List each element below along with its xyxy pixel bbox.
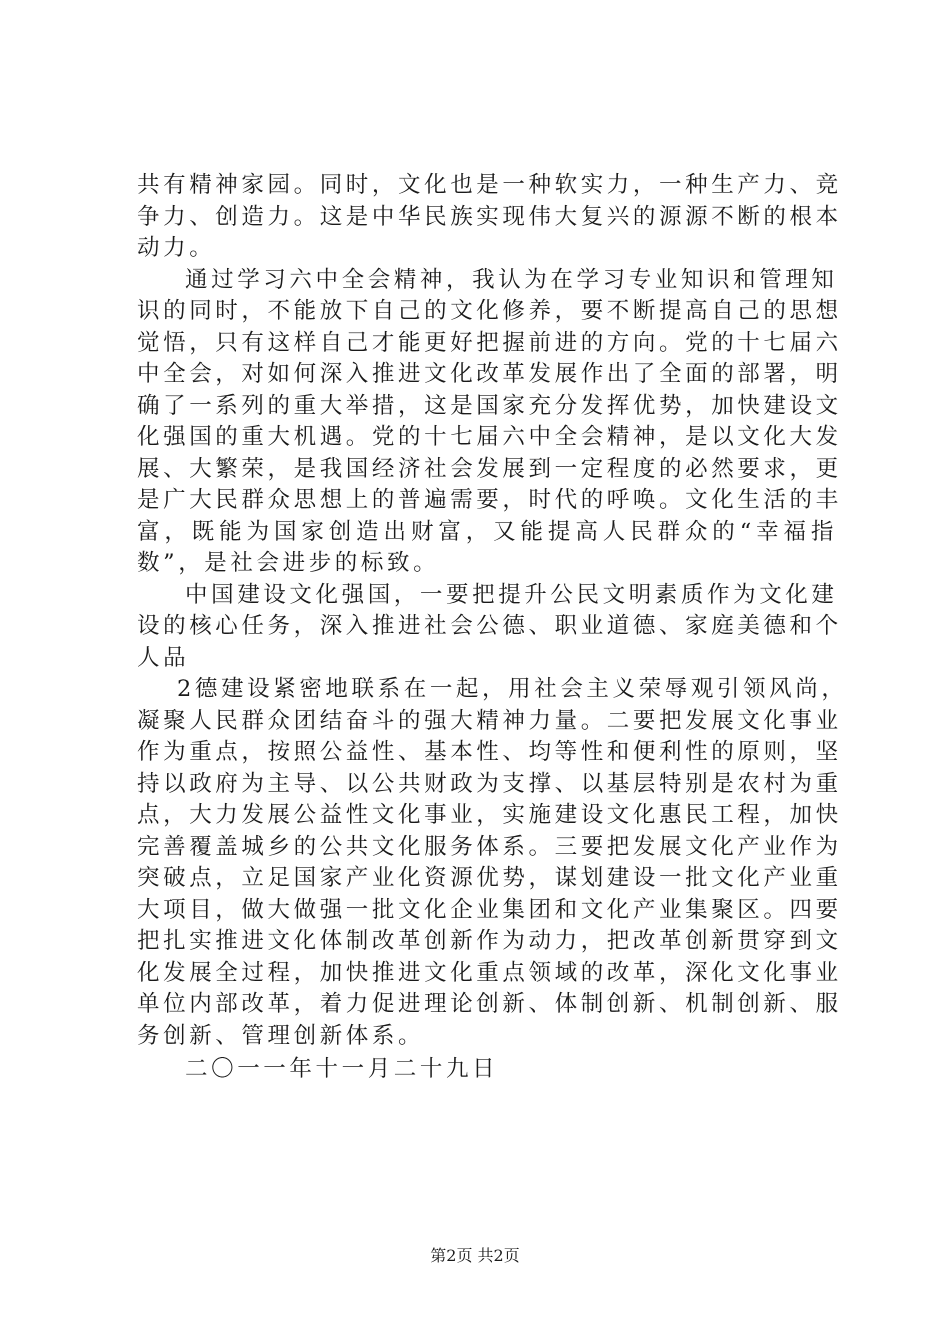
text-line: 化发展全过程，加快推进文化重点领域的改革，深化文化事业 <box>137 959 842 986</box>
text-line: 确了一系列的重大举措，这是国家充分发挥优势，加快建设文 <box>137 392 842 419</box>
text-line: 点，大力发展公益性文化事业，实施建设文化惠民工程，加快 <box>137 802 842 828</box>
text-line: 富，既能为国家创造出财富，又能提高人民群众的“幸福指 <box>137 518 837 545</box>
text-line: 化强国的重大机遇。党的十七届六中全会精神，是以文化大发 <box>137 424 842 450</box>
text-line: 通过学习六中全会精神，我认为在学习专业知识和管理知 <box>185 266 838 293</box>
text-line: 2德建设紧密地联系在一起，用社会主义荣辱观引领风尚， <box>177 676 848 702</box>
text-line: 识的同时，不能放下自己的文化修养，要不断提高自己的思想 <box>137 298 842 324</box>
page-footer <box>0 1243 950 1266</box>
text-line: 数”，是社会进步的标致。 <box>137 550 440 576</box>
text-line: 单位内部改革，着力促进理论创新、体制创新、机制创新、服 <box>137 991 842 1017</box>
text-line: 争力、创造力。这是中华民族实现伟大复兴的源源不断的根本 <box>137 203 842 230</box>
text-line: 设的核心任务，深入推进社会公德、职业道德、家庭美德和个 <box>137 613 842 639</box>
document-date: 二〇一一年十一月二十九日 <box>185 1056 499 1082</box>
text-line: 突破点，立足国家产业化资源优势，谋划建设一批文化产业重 <box>137 865 842 891</box>
text-line: 是广大民群众思想上的普遍需要，时代的呼唤。文化生活的丰 <box>137 487 842 513</box>
text-line: 觉悟，只有这样自己才能更好把握前进的方向。党的十七届六 <box>137 329 842 356</box>
text-line: 作为重点，按照公益性、基本性、均等性和便利性的原则，坚 <box>137 739 842 765</box>
text-line: 凝聚人民群众团结奋斗的强大精神力量。二要把发展文化事业 <box>137 707 842 734</box>
text-line: 中国建设文化强国，一要把提升公民文明素质作为文化建 <box>185 581 838 608</box>
text-line: 动力。 <box>137 235 216 261</box>
text-line: 展、大繁荣，是我国经济社会发展到一定程度的必然要求，更 <box>137 455 842 482</box>
text-line: 人品 <box>137 644 190 671</box>
text-line: 持以政府为主导、以公共财政为支撑、以基层特别是农村为重 <box>137 770 842 797</box>
text-line: 务创新、管理创新体系。 <box>137 1022 425 1049</box>
text-line: 完善覆盖城乡的公共文化服务体系。三要把发展文化产业作为 <box>137 833 842 860</box>
page-number: 第2页 共2页 <box>430 1246 520 1265</box>
text-line: 大项目，做大做强一批文化企业集团和文化产业集聚区。四要 <box>137 896 842 923</box>
text-line: 共有精神家园。同时，文化也是一种软实力，一种生产力、竞 <box>137 172 842 198</box>
text-line: 中全会，对如何深入推进文化改革发展作出了全面的部署，明 <box>137 361 842 387</box>
body-text <box>137 170 848 1086</box>
text-line: 把扎实推进文化体制改革创新作为动力，把改革创新贯穿到文 <box>137 928 842 954</box>
